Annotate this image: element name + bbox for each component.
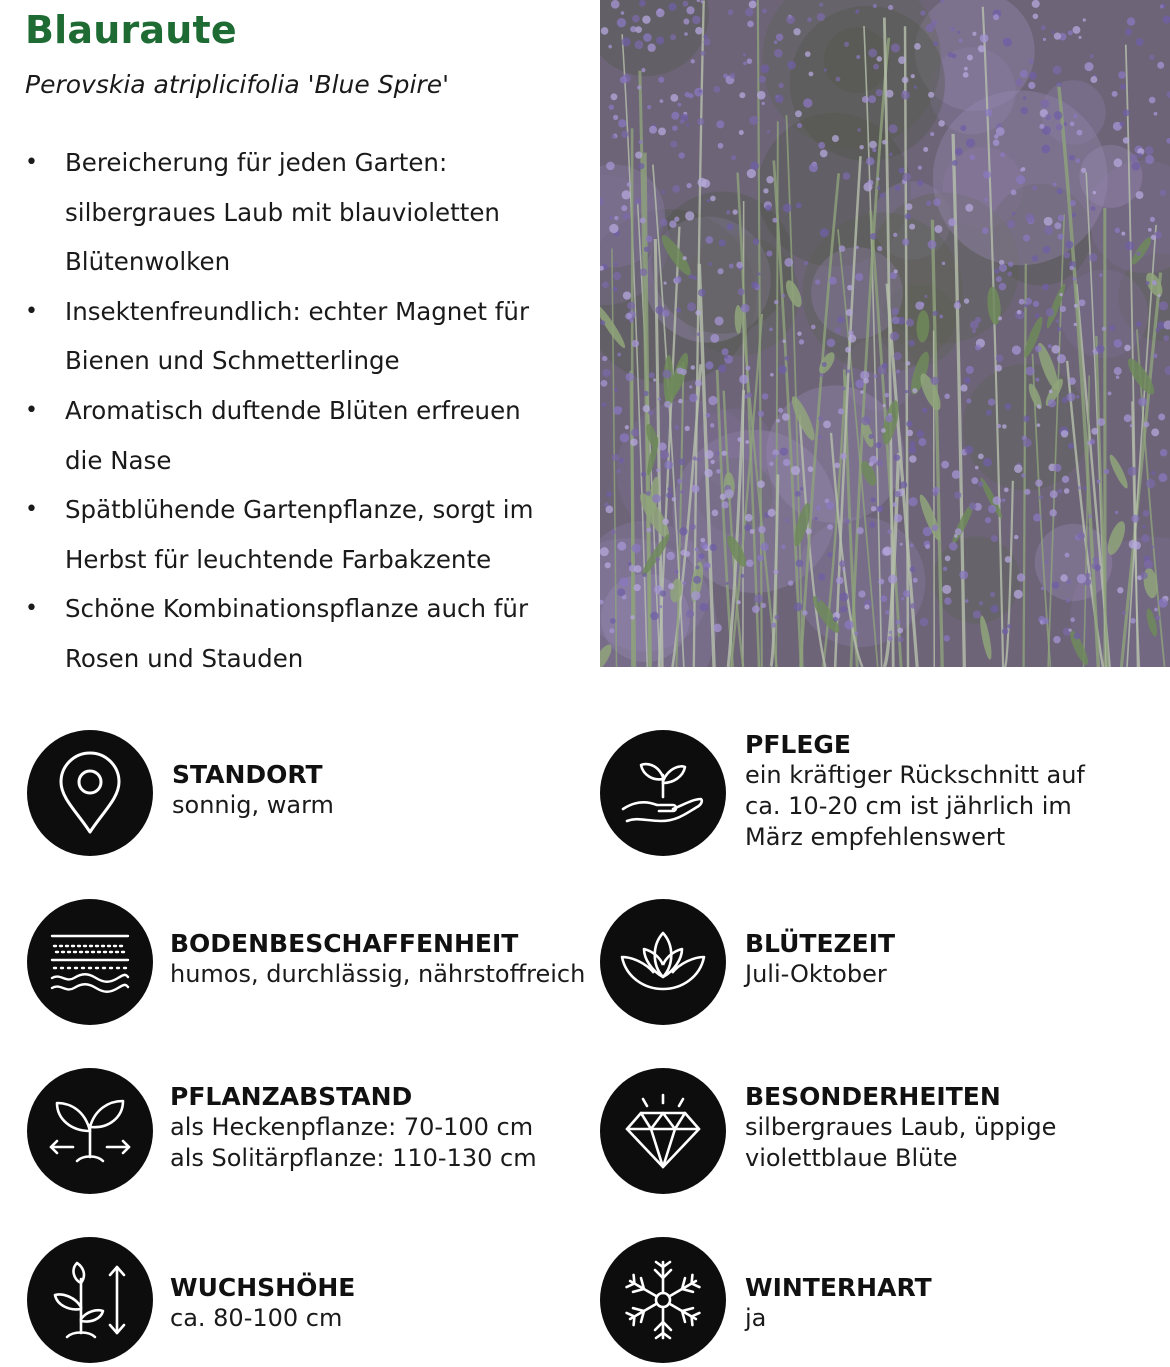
feature-pflanzabstand [27,1068,587,1198]
feature-label: BESONDERHEITEN [745,1082,1001,1111]
seedling-hand-icon [600,730,726,856]
bullet-dot: • [25,497,38,523]
feature-boden [27,899,587,1029]
feature-standort [27,730,587,860]
product-title: Blauraute [25,8,237,52]
feature-wuchshoehe [27,1237,587,1367]
feature-value: Juli-Oktober [745,960,887,988]
feature-besonderheiten [600,1068,1160,1198]
plant-photo [600,0,1170,667]
feature-label: BLÜTEZEIT [745,929,896,958]
feature-bluetezeit [600,899,1160,1029]
bullet-dot: • [25,397,38,423]
plant-spacing-icon [27,1068,153,1194]
bullet-item: • Bereicherung für jeden Garten: silbergraues Laub mit blauvioletten Blütenwolken [25,138,585,287]
feature-value: sonnig, warm [172,791,334,819]
lavender-flowers-image [600,0,1170,667]
bullet-dot: • [25,596,38,622]
lotus-flower-icon [600,899,726,1025]
bullet-dot: • [25,150,38,175]
soil-layers-icon [27,899,153,1025]
feature-value: ein kräftiger Rückschnitt auf ca. 10-20 cm ist jährlich im März empfehlenswert [745,761,1085,851]
feature-value: ca. 80-100 cm [170,1304,343,1332]
feature-value: humos, durchlässig, nährstoffreich [170,960,586,988]
location-pin-icon [27,730,153,856]
feature-label: PFLEGE [745,730,852,759]
bullet-item: • Insektenfreundlich: echter Magnet für Bienen und Schmetterlinge [25,287,585,386]
feature-label: PFLANZABSTAND [170,1082,413,1111]
feature-label: WUCHSHÖHE [170,1273,356,1302]
feature-pflege [600,730,1160,860]
feature-label: BODENBESCHAFFENHEIT [170,929,519,958]
feature-label: STANDORT [172,760,323,789]
bullet-item: • Spätblühende Gartenpflanze, sorgt im Herbst für leuchtende Farbakzente [25,485,585,584]
feature-winterhart [600,1237,1160,1367]
feature-value: ja [745,1304,767,1332]
bullet-dot: • [25,298,38,324]
bullet-item: • Aromatisch duftende Blüten erfreuen die Nase [25,386,585,485]
feature-value: als Heckenpflanze: 70-100 cm als Solitärpflanze: 110-130 cm [170,1113,537,1172]
feature-label: WINTERHART [745,1273,932,1302]
botanical-name: Perovskia atriplicifolia 'Blue Spire' [25,70,449,99]
snowflake-icon [600,1237,726,1363]
feature-bullet-list [25,138,585,684]
bullet-item: • Schöne Kombinationspflanze auch für Rosen und Stauden [25,584,585,683]
feature-value: silbergraues Laub, üppige violettblaue Blüte [745,1113,1057,1172]
plant-height-icon [27,1237,153,1363]
diamond-icon [600,1068,726,1194]
